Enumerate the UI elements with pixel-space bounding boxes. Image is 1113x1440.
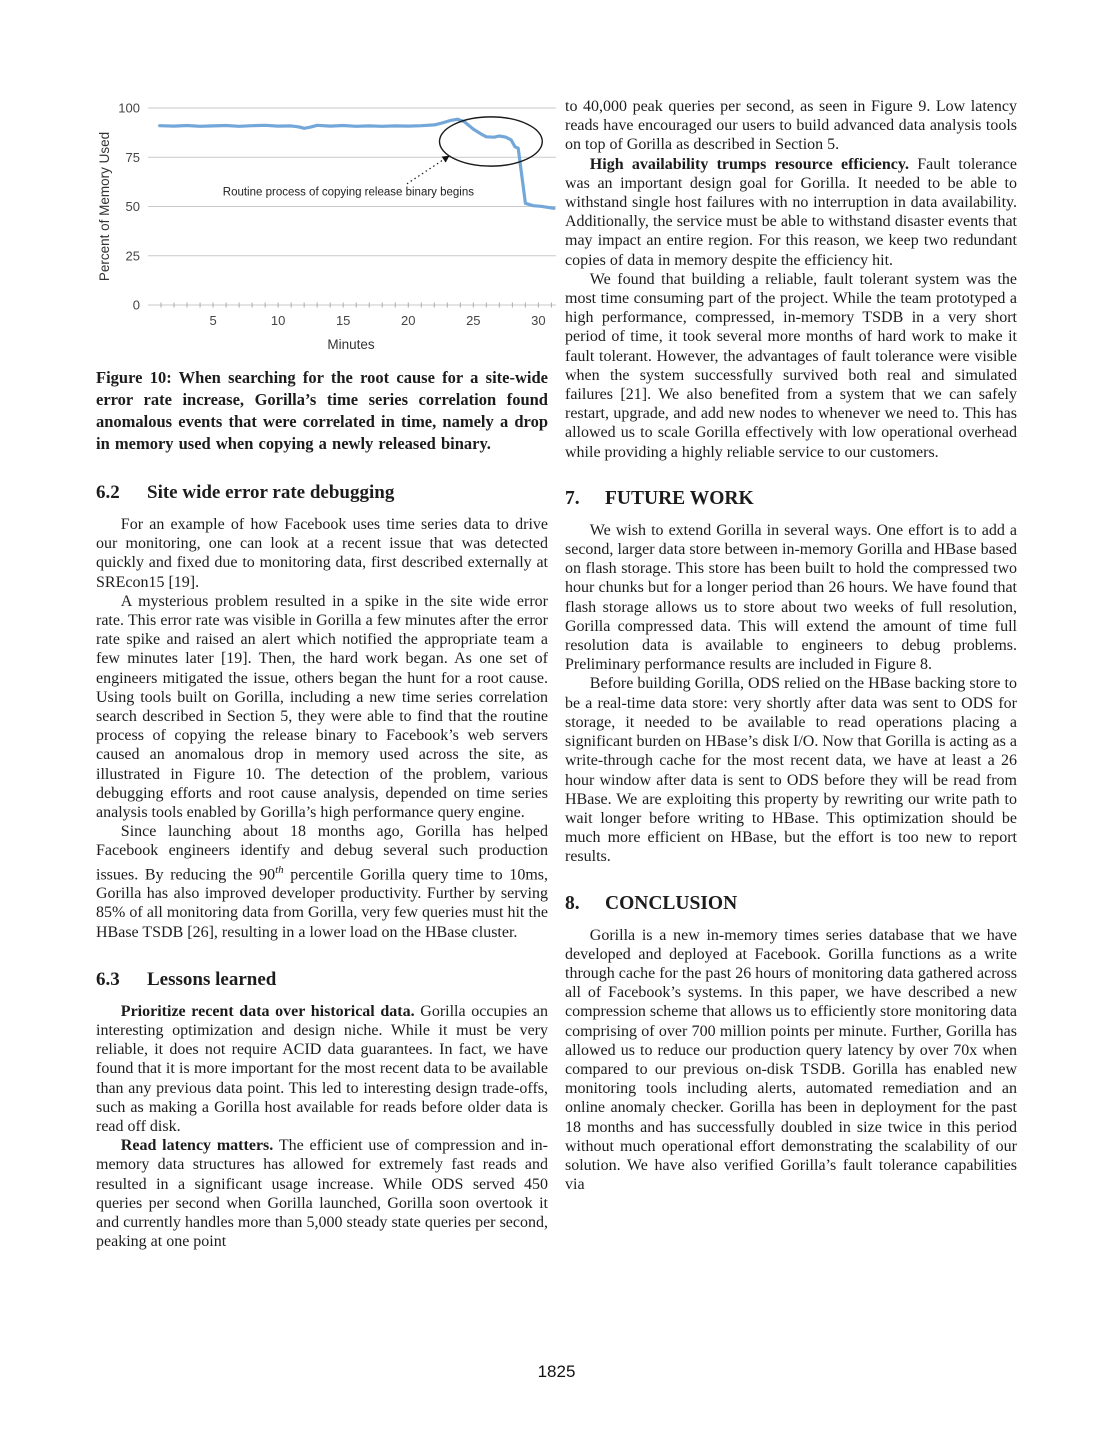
memory-usage-line-chart	[96, 85, 558, 351]
paragraph: We wish to extend Gorilla in several ways. One effort is to add a second, larger data store between in-memory Gorilla and HBase based on flash storage. This store has been built to hold the compressed two hour chunks but for a longer period than 26 hours. We have found that flash storage allows us to store about two weeks of full resolution, Gorilla compressed data. This will extend the amount of time full resolution data is available to engineers to debug problems. Preliminary performance results are included in Figure 8.	[565, 521, 1017, 674]
svg-text:30: 30	[531, 313, 546, 328]
section-heading-8	[565, 891, 1017, 916]
figure-10-caption: Figure 10: When searching for the root cause for a site-wide error rate increase, Gorilla’s time series correlation found anomalous events that were correlated in time, namely a drop in memory used when copying a newly released binary.	[96, 368, 548, 453]
paragraph	[565, 155, 1017, 270]
paragraph: For an example of how Facebook uses time series data to drive our monitoring, one can look at a recent issue that was detected quickly and fixed due to monitoring data, first described externally at SREcon15 [19].	[96, 516, 548, 591]
svg-text:20: 20	[401, 313, 416, 328]
section-heading-6-3	[96, 968, 548, 992]
right-column	[565, 85, 1017, 1251]
section-number: 6.3	[96, 968, 120, 990]
section-title: Lessons learned	[147, 968, 277, 990]
paragraph	[96, 822, 548, 942]
svg-text:0: 0	[132, 297, 140, 313]
paragraph: Gorilla is a new in-memory times series database that we have developed and deployed at Facebook. Gorilla functions as a write through cache for the past 26 hours of monitoring data gathered across all of Facebook’s systems. In this paper, we have described a new compression scheme that allows us to efficiently store monitoring data comprising of over 700 million points per minute. Further, Gorilla has allowed us to reduce our production query latency by over 70x when compared to our previous on-disk TSDB. Gorilla has enabled new monitoring tools including alerts, automated remediation and an online anomaly checker. Gorilla has been in deployment for the past 18 months and has successfully doubled in size twice in this period without much operational effort demonstrating the scalability of our solution. We have also verified Gorilla’s fault tolerance capabilities via	[565, 926, 1017, 1194]
paragraph: A mysterious problem resulted in a spike in the site wide error rate. This error rate was visible in Gorilla a few minutes after the error rate spike and raised an alert which notified the appropriate team a few minutes later [19]. Then, the hard work began. As one set of engineers mitigated the issue, others began the hunt for a root cause. Using tools built on Gorilla, including a new time series correlation search described in Section 5, they were able to find that the routine process of copying the release binary to Facebook’s web servers caused an anomalous drop in memory used across the site, as illustrated in Figure 10. The detection of the problem, various debugging efforts and root cause analysis, depended on time series analysis tools enabled by Gorilla’s high performance query engine.	[96, 592, 548, 822]
paragraph: to 40,000 peak queries per second, as seen in Figure 9. Low latency reads have encouraged our users to build advanced data analysis tools on top of Gorilla as described in Section 5.	[565, 98, 1017, 154]
paragraph-text: percentile Gorilla query time to 10ms, Gorilla has also improved developer productivity. Further by serving 85% of all monitoring data from Gorilla, very few queries must hit the HBase TSDB [26], resulting in a lower load on the HBase cluster.	[96, 865, 548, 941]
section-heading-6-2	[96, 481, 548, 505]
svg-text:100: 100	[118, 100, 140, 116]
paragraph-text: The efficient use of compression and in-memory data structures has allowed for extremely fast reads and resulted in a significant usage increase. While ODS served 450 queries per second when Gorilla launched, Gorilla soon overtook it and currently handles more than 5,000 steady state queries per second, peaking at one point	[96, 1137, 548, 1251]
svg-text:5: 5	[209, 313, 217, 328]
svg-text:Routine process of copying rel: Routine process of copying release binary begins	[222, 186, 475, 199]
section-number: 7.	[565, 487, 580, 509]
svg-text:50: 50	[125, 199, 140, 214]
section-number: 8.	[565, 892, 580, 914]
section-heading-7	[565, 486, 1017, 511]
bold-lead: Prioritize recent data over historical data.	[120, 1002, 415, 1020]
svg-text:10: 10	[270, 313, 286, 328]
bold-lead: Read latency matters.	[120, 1137, 274, 1155]
bold-lead: High availability trumps resource efficiency.	[589, 155, 909, 173]
page-number: 1825	[537, 1362, 576, 1381]
section-number: 6.2	[96, 482, 120, 503]
paragraph-text: Since launching about 18 months ago, Gorilla has helped Facebook engineers identify and debug several such production issues. By reducing the 90	[96, 823, 548, 883]
svg-text:Percent of Memory Used: Percent of Memory Used	[97, 131, 112, 282]
left-column	[96, 85, 548, 1251]
paragraph: Before building Gorilla, ODS relied on the HBase backing store to be a real-time data store: very shortly after data was sent to ODS for storage, it needed to be available to read operations placing a significant burden on HBase’s disk I/O. Now that Gorilla is acting as a write-through cache for the most recent data, we have at least a 26 hour window after data is sent to ODS before they will be read from HBase. We are exploiting this property by rewriting our write path to wait longer before writing to HBase. This optimization should be much more efficient on HBase, but the effort is too new to report results.	[565, 675, 1017, 866]
superscript-th: th	[275, 863, 284, 876]
paragraph: We found that building a reliable, fault tolerant system was the most time consuming part of the project. While the team prototyped a high performance, compressed, in-memory TSDB in a very short period of time, it took several more months of hard work to make it fault tolerant. However, the advantages of fault tolerance were visible when the system successfully survived both real and simulated failures [21]. We also benefited from a system that we can safely restart, upgrade, and add new nodes to whenever we need to. This has allowed us to scale Gorilla effectively with low operational overhead while providing a highly reliable service to our customers.	[565, 270, 1017, 461]
svg-text:25: 25	[125, 248, 140, 264]
section-title: FUTURE WORK	[605, 487, 754, 509]
svg-text:25: 25	[466, 313, 481, 328]
section-title: Site wide error rate debugging	[147, 482, 395, 503]
figure-10	[96, 85, 548, 455]
svg-text:75: 75	[125, 149, 140, 165]
paragraph	[96, 1002, 548, 1136]
paragraph	[96, 1136, 548, 1251]
section-title: CONCLUSION	[605, 892, 738, 914]
paragraph-text: Fault tolerance was an important design goal for Gorilla. It needed to be able to withstand single host failures with no interruption in data availability. Additionally, the service must be able to withstand disaster events that may impact an entire region. For this reason, we keep two redundant copies of data in memory despite the efficiency hit.	[565, 155, 1018, 269]
paragraph-text: Gorilla occupies an interesting optimization and design niche. While it must be very reliable, it does not require ACID data guarantees. In fact, we have found that it is more important for the most recent data to be available than any previous data point. This led to interesting design trade-offs, such as making a Gorilla host available for reads before older data is read off disk.	[96, 1002, 548, 1136]
svg-text:Minutes: Minutes	[327, 337, 375, 351]
svg-text:15: 15	[335, 313, 351, 328]
